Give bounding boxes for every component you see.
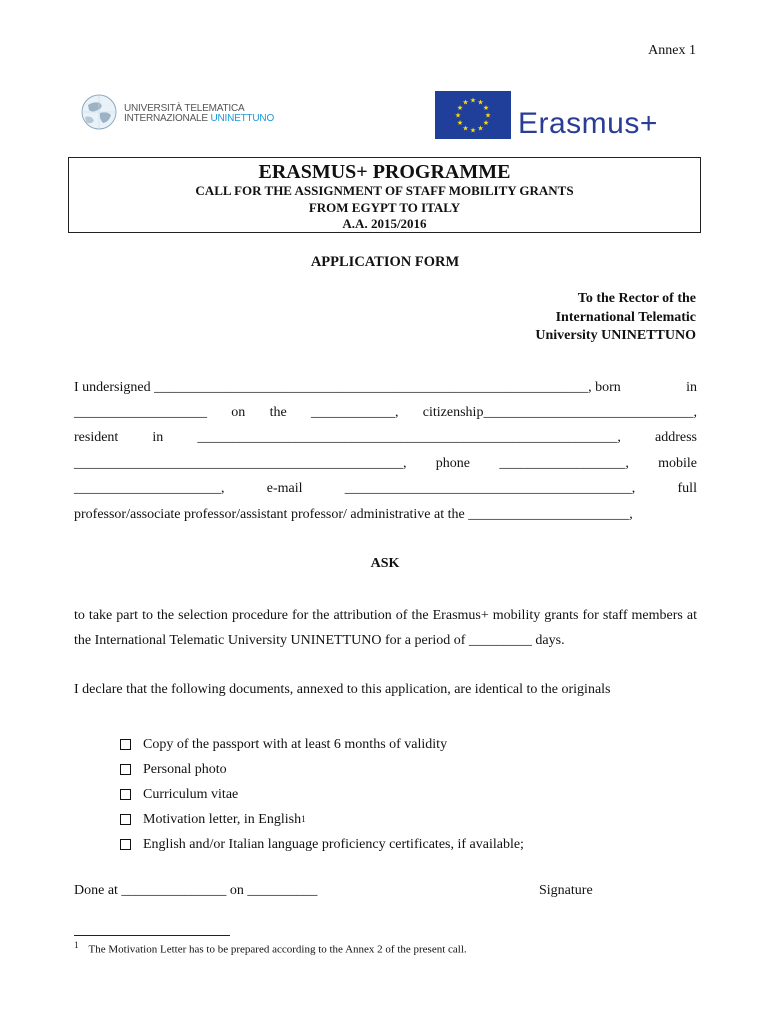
field-line-residence xyxy=(74,430,697,446)
eu-star-icon: ★ xyxy=(462,98,469,107)
eu-star-icon: ★ xyxy=(484,111,492,120)
birthplace-field[interactable]: ___________________ xyxy=(74,405,207,420)
call-title-line3: A.A. 2015/2016 xyxy=(342,216,427,231)
document-label: English and/or Italian language proficiency certificates, if available; xyxy=(143,837,524,852)
document-label: Copy of the passport with at least 6 months of validity xyxy=(143,737,448,752)
annex-label: Annex 1 xyxy=(648,43,696,58)
field-line-date-citizenship xyxy=(74,405,697,421)
eu-star-icon: ★ xyxy=(456,104,464,112)
word-resident: resident xyxy=(74,430,119,445)
word-mobile: mobile xyxy=(658,456,697,471)
eu-star-icon: ★ xyxy=(454,111,462,120)
checkbox-passport[interactable] xyxy=(120,739,131,750)
university-name-line2b: UNINETTUNO xyxy=(210,113,275,124)
checkbox-motivation-letter[interactable] xyxy=(120,814,131,825)
field-line-mobile-email xyxy=(74,481,697,497)
citizenship-field[interactable]: citizenship______________________________, xyxy=(422,405,697,420)
document-label: Curriculum vitae xyxy=(143,787,239,802)
call-title-line1: CALL FOR THE ASSIGNMENT OF STAFF MOBILITY GRANTS xyxy=(195,183,574,198)
globe-icon xyxy=(80,93,118,131)
list-item xyxy=(120,807,524,832)
footnote-divider xyxy=(74,935,230,936)
word-full: full xyxy=(677,481,697,496)
undersigned-born-field[interactable]: I undersigned ______________________________________________________________, born xyxy=(74,380,621,395)
word-on: on xyxy=(231,405,246,420)
programme-header-box xyxy=(68,157,701,233)
eu-star-icon: ★ xyxy=(462,124,469,133)
declaration-text: I declare that the following documents, annexed to this application, are identical to the originals xyxy=(74,682,611,697)
eu-star-icon: ★ xyxy=(469,96,477,105)
university-name-line2a: INTERNAZIONALE xyxy=(124,113,208,124)
document-label: Personal photo xyxy=(143,762,227,777)
addressee-block xyxy=(535,290,696,346)
footnote-number: 1 xyxy=(74,940,79,950)
word-phone: phone xyxy=(435,456,471,471)
documents-checklist xyxy=(120,732,524,857)
eu-star-icon: ★ xyxy=(477,124,484,133)
addressee-line1: To the Rector of the xyxy=(577,291,696,306)
eu-star-icon: ★ xyxy=(482,119,490,127)
eu-stars-icon xyxy=(435,91,511,139)
erasmus-plus-wordmark: Erasmus+ xyxy=(518,107,658,140)
mobile-field[interactable]: _____________________, xyxy=(74,481,225,496)
eu-star-icon: ★ xyxy=(482,104,490,112)
university-logo xyxy=(80,93,280,133)
residence-field[interactable]: ____________________________________________________________, xyxy=(197,430,621,445)
email-field[interactable]: _________________________________________, xyxy=(344,481,636,496)
programme-title: ERASMUS+ PROGRAMME xyxy=(258,161,511,183)
university-name-line2 xyxy=(124,114,274,124)
list-item xyxy=(120,832,524,857)
call-title-line2: FROM EGYPT TO ITALY xyxy=(308,199,461,215)
word-address: address xyxy=(655,430,697,445)
checkbox-photo[interactable] xyxy=(120,764,131,775)
position-institution-field[interactable]: professor/associate professor/assistant professor/ administrative at the _______________________, xyxy=(74,507,633,522)
list-item xyxy=(120,732,524,757)
eu-flag xyxy=(435,91,511,139)
footnote-ref: 1 xyxy=(301,814,306,824)
signature-label: Signature xyxy=(539,883,593,898)
university-name xyxy=(124,104,274,124)
checkbox-language-certificates[interactable] xyxy=(120,839,131,850)
field-line-undersigned xyxy=(74,380,697,396)
university-name-line1: UNIVERSITÀ TELEMATICA xyxy=(124,103,245,114)
eu-star-icon: ★ xyxy=(456,119,464,127)
footnote xyxy=(74,940,467,956)
form-title: APPLICATION FORM xyxy=(310,254,460,270)
field-line-address-phone xyxy=(74,456,697,472)
eu-star-icon: ★ xyxy=(477,98,484,107)
birthdate-field[interactable]: ____________, xyxy=(311,405,399,420)
document-label: Motivation letter, in English xyxy=(143,812,302,827)
addressee-line3: University UNINETTUNO xyxy=(535,328,696,343)
request-paragraph: to take part to the selection procedure for the attribution of the Erasmus+ mobility grants for staff members at the International Telematic University UNINETTUNO for a period of _________ days. xyxy=(74,608,697,648)
field-line-position xyxy=(74,507,697,523)
word-in: in xyxy=(686,380,697,395)
word-email: e-mail xyxy=(266,481,303,496)
word-in-2: in xyxy=(152,430,164,445)
checkbox-cv[interactable] xyxy=(120,789,131,800)
list-item xyxy=(120,757,524,782)
addressee-line2: International Telematic xyxy=(555,309,696,325)
ask-heading: ASK xyxy=(370,556,400,571)
list-item xyxy=(120,782,524,807)
footnote-text: The Motivation Letter has to be prepared according to the Annex 2 of the present call. xyxy=(88,943,467,956)
done-at-on-line[interactable]: Done at _______________ on __________ xyxy=(74,883,318,898)
word-the: the xyxy=(269,405,287,420)
address-field[interactable]: _______________________________________________, xyxy=(74,456,407,471)
phone-field[interactable]: __________________, xyxy=(499,456,629,471)
eu-star-icon: ★ xyxy=(469,126,477,135)
